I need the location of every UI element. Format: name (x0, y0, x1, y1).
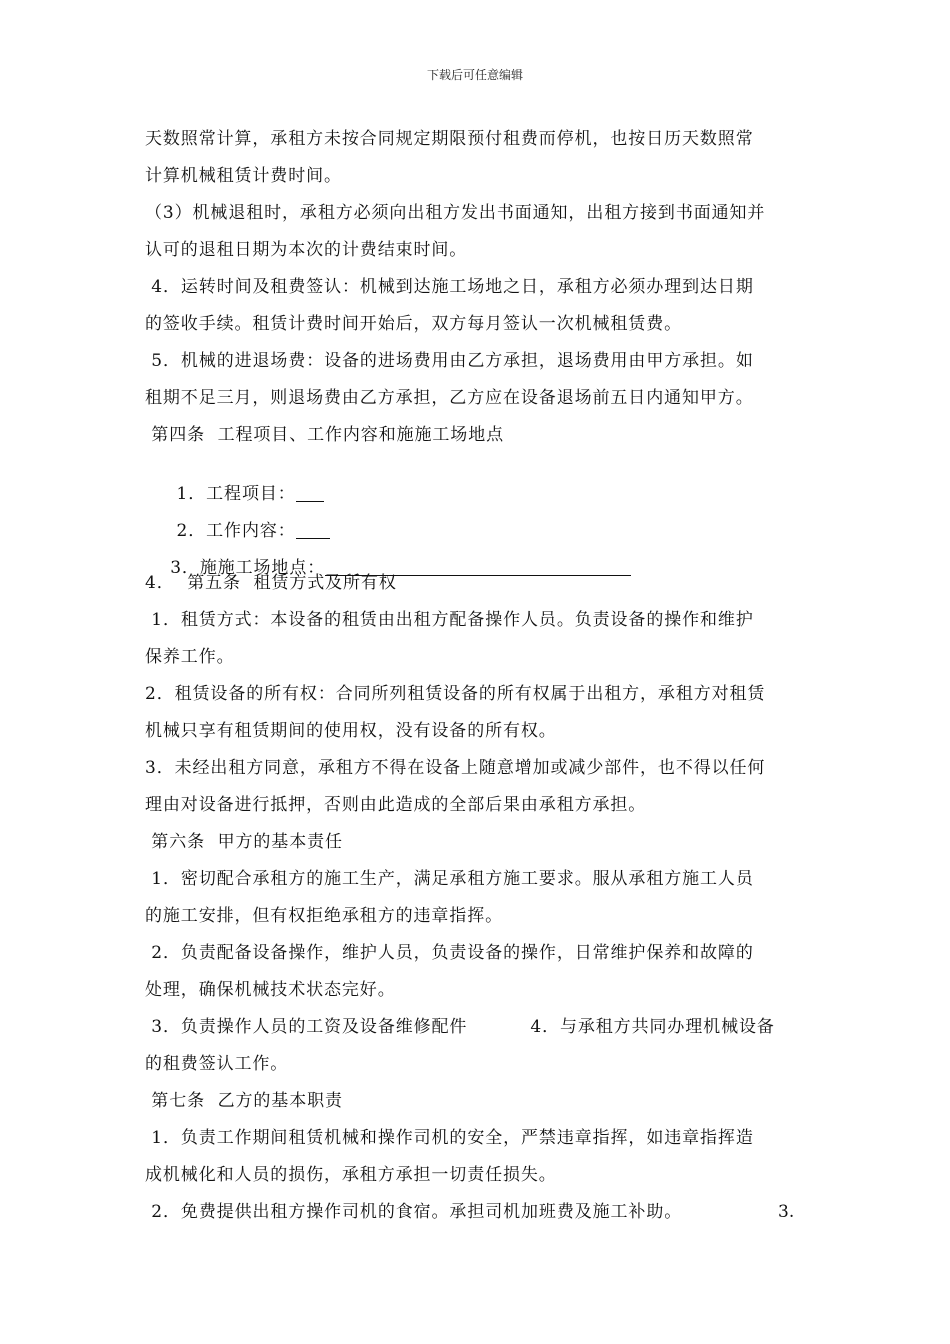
text-line: 2．租赁设备的所有权：合同所列租赁设备的所有权属于出租方，承租方对租赁 (145, 684, 766, 704)
text-line: 机械只享有租赁期间的使用权，没有设备的所有权。 (145, 721, 557, 741)
text-line: （3）机械退租时，承租方必须向出租方发出书面通知，出租方接到书面通知并 (145, 203, 766, 223)
text-line: 2．免费提供出租方操作司机的食宿。承担司机加班费及施工补助。 (145, 1202, 683, 1222)
text-line: 的签收手续。租赁计费时间开始后，双方每月签认一次机械租赁费。 (145, 314, 682, 334)
field-label: 1．工程项目： (170, 484, 296, 504)
text-line: 保养工作。 (145, 647, 235, 667)
text-line: 2．负责配备设备操作，维护人员，负责设备的操作，日常维护保养和故障的 (145, 943, 754, 963)
text-line: 理由对设备进行抵押，否则由此造成的全部后果由承租方承担。 (145, 795, 647, 815)
page-header: 下载后可任意编辑 (426, 68, 523, 82)
field-label: 3．施施工场地点： (170, 558, 326, 578)
text-line: 的施工安排，但有权拒绝承租方的违章指挥。 (145, 906, 503, 926)
section-heading: 第七条 乙方的基本职责 (145, 1091, 343, 1111)
text-line: 成机械化和人员的损伤，承租方承担一切责任损失。 (145, 1165, 557, 1185)
section-heading: 第六条 甲方的基本责任 (145, 832, 343, 852)
section-heading: 第四条 工程项目、工作内容和施施工场地点 (145, 425, 505, 445)
text-line: 1．租赁方式：本设备的租赁由出租方配备操作人员。负责设备的操作和维护 (145, 610, 754, 630)
text-line: 认可的退租日期为本次的计费结束时间。 (145, 240, 468, 260)
text-line: 的租费签认工作。 (145, 1054, 289, 1074)
text-line: 天数照常计算，承租方未按合同规定期限预付租费而停机，也按日历天数照常 (145, 129, 754, 149)
text-line: 4．运转时间及租费签认：机械到达施工场地之日，承租方必须办理到达日期 (145, 277, 754, 297)
section-heading: 4． 第五条 租赁方式及所有权 (145, 573, 397, 593)
field-label: 2．工作内容： (170, 521, 296, 541)
trailing-item-number: 3. (778, 1202, 795, 1222)
text-line: 租期不足三月，则退场费由乙方承担，乙方应在设备退场前五日内通知甲方。 (145, 388, 754, 408)
text-line: 5．机械的进退场费：设备的进场费用由乙方承担，退场费用由甲方承担。如 (145, 351, 754, 371)
text-line: 处理，确保机械技术状态完好。 (145, 980, 396, 1000)
text-line: 3．负责操作人员的工资及设备维修配件 4．与承租方共同办理机械设备 (145, 1017, 775, 1037)
text-line: 1．密切配合承租方的施工生产，满足承租方施工要求。服从承租方施工人员 (145, 869, 754, 889)
text-line: 1．负责工作期间租赁机械和操作司机的安全，严禁违章指挥，如违章指挥造 (145, 1128, 754, 1148)
text-line: 计算机械租赁计费时间。 (145, 166, 342, 186)
text-line: 3．未经出租方同意，承租方不得在设备上随意增加或减少部件，也不得以任何 (145, 758, 766, 778)
